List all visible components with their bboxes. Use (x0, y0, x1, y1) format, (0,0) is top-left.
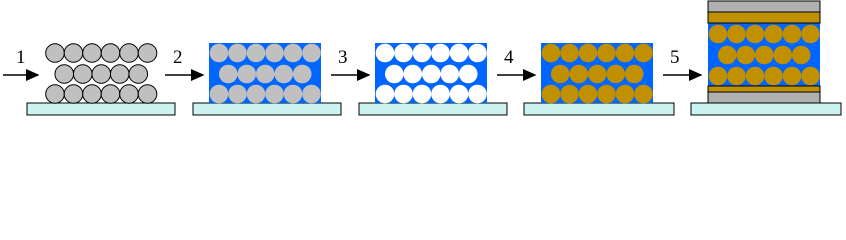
stage-4-sphere (560, 85, 579, 104)
stage-1-sphere (46, 85, 65, 104)
stage-5-sphere (746, 67, 765, 86)
stage-5-bottom-gold-layer (708, 86, 820, 92)
stage-5-top-cap (708, 1, 820, 12)
stage-1-sphere (83, 85, 102, 104)
stage-2-sphere (237, 65, 256, 84)
stage-3-substrate (359, 103, 507, 115)
stage-2-sphere (219, 65, 238, 84)
stage-3-sphere (431, 85, 450, 104)
stage-2-sphere (284, 85, 303, 104)
stage-2-sphere (210, 44, 229, 63)
stage-1-sphere (73, 65, 92, 84)
stage-5-sphere (783, 25, 802, 44)
step-4-number: 4 (504, 47, 514, 68)
stage-3-sphere (394, 44, 413, 63)
stage-4-substrate (524, 103, 674, 115)
stage-1-substrate (27, 103, 175, 115)
stage-5-bottom-cap (708, 92, 820, 103)
stage-2-sphere (247, 44, 266, 63)
stage-5-sphere (709, 25, 728, 44)
stage-5-sphere (764, 25, 783, 44)
step-3-number: 3 (338, 47, 348, 68)
stage-2-sphere (247, 85, 266, 104)
stage-5-substrate (691, 103, 841, 115)
step-1-number: 1 (16, 47, 26, 68)
stage-4-sphere (597, 44, 616, 63)
stage-4-sphere (616, 85, 635, 104)
stage-5-sphere (727, 67, 746, 86)
stage-5-sphere (783, 67, 802, 86)
stage-5-sphere (801, 67, 820, 86)
stage-3-sphere (413, 44, 432, 63)
stage-1-sphere (92, 65, 111, 84)
step-2-number: 2 (173, 47, 183, 68)
stage-2-sphere (256, 65, 275, 84)
stage-3-sphere (431, 44, 450, 63)
step-5-number: 5 (670, 47, 680, 68)
stage-5-sphere (773, 46, 792, 65)
stage-1-sphere (120, 44, 139, 63)
stage-5-sphere (746, 25, 765, 44)
stage-2-sphere (265, 85, 284, 104)
stage-3-sphere (376, 85, 395, 104)
stage-4-sphere (560, 44, 579, 63)
stage-2-sphere (228, 85, 247, 104)
stage-2-sphere (284, 44, 303, 63)
stage-2-sphere (274, 65, 293, 84)
stage-1-sphere (64, 85, 83, 104)
stage-4-sphere (597, 85, 616, 104)
stage-1-sphere (101, 85, 120, 104)
stage-4-sphere (616, 44, 635, 63)
stage-4-sphere (588, 65, 607, 84)
stage-1-sphere (129, 65, 148, 84)
stage-3-sphere (440, 65, 459, 84)
stage-5-top-gold-layer (708, 12, 820, 23)
stage-5-sphere (801, 25, 820, 44)
stage-3-sphere (468, 85, 487, 104)
stage-5-sphere (718, 46, 737, 65)
stage-4-sphere (606, 65, 625, 84)
stage-2-sphere (293, 65, 312, 84)
stage-4-sphere (579, 85, 598, 104)
stage-4-sphere (542, 44, 561, 63)
stage-4-sphere (579, 44, 598, 63)
stage-3-sphere (450, 85, 469, 104)
stage-3-sphere (376, 44, 395, 63)
stage-2-sphere (265, 44, 284, 63)
stage-1-sphere (46, 44, 65, 63)
stage-5-sphere (736, 46, 755, 65)
stage-1-sphere (138, 85, 157, 104)
stage-3-sphere (413, 85, 432, 104)
stage-5-sphere (792, 46, 811, 65)
stage-1-sphere (101, 44, 120, 63)
stage-3-sphere (450, 44, 469, 63)
stage-5-sphere (764, 67, 783, 86)
stage-5-sphere (727, 25, 746, 44)
stage-1-sphere (55, 65, 74, 84)
stage-4-sphere (551, 65, 570, 84)
stage-2-sphere (210, 85, 229, 104)
stage-3-sphere (403, 65, 422, 84)
stage-1-sphere (138, 44, 157, 63)
stage-3-sphere (394, 85, 413, 104)
stage-4-sphere (634, 85, 653, 104)
stage-3-sphere (422, 65, 441, 84)
stage-4-sphere (634, 44, 653, 63)
stage-2-sphere (228, 44, 247, 63)
stage-5-sphere (755, 46, 774, 65)
stage-1-sphere (64, 44, 83, 63)
stage-2-sphere (302, 44, 321, 63)
stage-1-sphere (120, 85, 139, 104)
stage-4-sphere (569, 65, 588, 84)
stage-2-sphere (302, 85, 321, 104)
stage-4-sphere (542, 85, 561, 104)
stage-1-sphere (110, 65, 129, 84)
stage-3-sphere (459, 65, 478, 84)
stage-3-sphere (385, 65, 404, 84)
stage-3-sphere (468, 44, 487, 63)
stage-2-substrate (193, 103, 341, 115)
stage-4-sphere (625, 65, 644, 84)
stage-1-sphere (83, 44, 102, 63)
stage-5-sphere (709, 67, 728, 86)
